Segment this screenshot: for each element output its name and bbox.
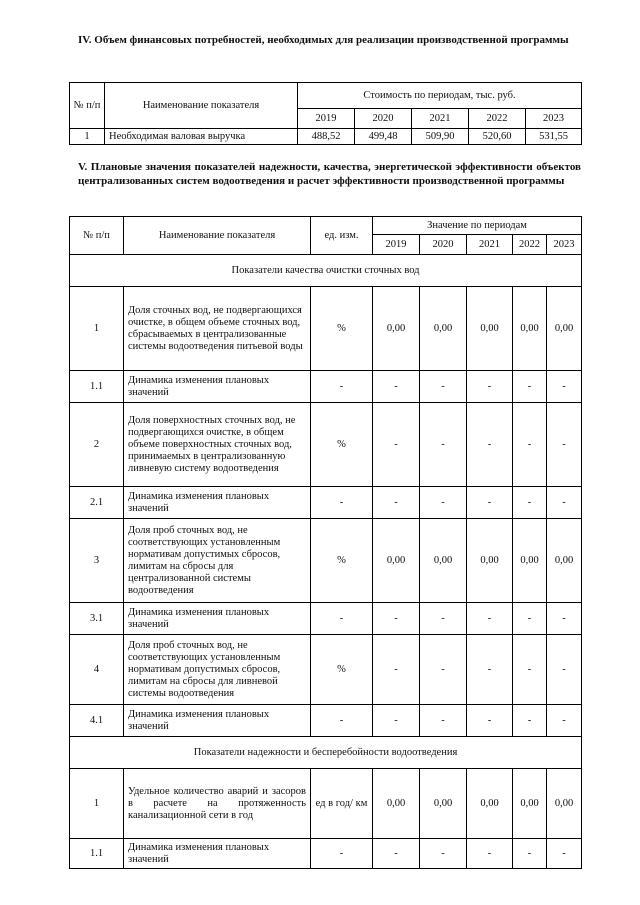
value-cell: 0,00 bbox=[373, 519, 420, 603]
row-number: 2 bbox=[70, 403, 124, 487]
row-number: 1.1 bbox=[70, 839, 124, 869]
value-cell: - bbox=[547, 371, 582, 403]
value-cell: 0,00 bbox=[420, 769, 467, 839]
group-title: Показатели надежности и бесперебойности водоотведения bbox=[70, 737, 582, 769]
table-row bbox=[70, 603, 582, 635]
row-number: 2.1 bbox=[70, 487, 124, 519]
indicators-table bbox=[69, 216, 582, 869]
value-cell: - bbox=[420, 403, 467, 487]
table-row bbox=[70, 129, 582, 145]
value-cell: - bbox=[513, 487, 547, 519]
value-cell: - bbox=[420, 635, 467, 705]
year-header: 2020 bbox=[420, 235, 467, 255]
value-cell: - bbox=[513, 705, 547, 737]
value-cell: 488,52 bbox=[298, 129, 355, 145]
value-cell: - bbox=[373, 603, 420, 635]
row-number: 1 bbox=[70, 769, 124, 839]
section-4-heading: IV. Объем финансовых потребностей, необходимых для реализации производственной программы bbox=[78, 34, 569, 46]
row-name: Доля проб сточных вод, не соответствующих установленным нормативам допустимых сбросов, лимитам на сбросы для ливневой системы водоотведения bbox=[124, 635, 311, 705]
row-unit: - bbox=[311, 705, 373, 737]
row-number: 4 bbox=[70, 635, 124, 705]
col-header-cost: Стоимость по периодам, тыс. руб. bbox=[298, 83, 582, 109]
value-cell: - bbox=[373, 635, 420, 705]
row-unit: % bbox=[311, 519, 373, 603]
row-name: Динамика изменения плановых значений bbox=[124, 371, 311, 403]
table-row bbox=[70, 519, 582, 603]
value-cell: - bbox=[467, 705, 513, 737]
value-cell: 0,00 bbox=[420, 519, 467, 603]
row-number: 1 bbox=[70, 287, 124, 371]
value-cell: 0,00 bbox=[420, 287, 467, 371]
table-row bbox=[70, 371, 582, 403]
value-cell: - bbox=[547, 603, 582, 635]
value-cell: 0,00 bbox=[547, 519, 582, 603]
value-cell: - bbox=[547, 403, 582, 487]
row-unit: ед в год/ км bbox=[311, 769, 373, 839]
table-row bbox=[70, 487, 582, 519]
value-cell: - bbox=[420, 603, 467, 635]
value-cell: 0,00 bbox=[513, 287, 547, 371]
row-name: Доля сточных вод, не подвергающихся очистке, в общем объеме сточных вод, сбрасываемых в централизованные системы водоотведения питьевой воды bbox=[124, 287, 311, 371]
table-row bbox=[70, 635, 582, 705]
financial-needs-table bbox=[69, 82, 582, 145]
value-cell: - bbox=[467, 487, 513, 519]
col-header-periods: Значение по периодам bbox=[373, 217, 582, 235]
table-row bbox=[70, 839, 582, 869]
value-cell: - bbox=[513, 371, 547, 403]
value-cell: - bbox=[420, 839, 467, 869]
year-header: 2020 bbox=[355, 109, 412, 129]
value-cell: - bbox=[467, 839, 513, 869]
row-unit: % bbox=[311, 403, 373, 487]
value-cell: - bbox=[513, 635, 547, 705]
year-header: 2022 bbox=[469, 109, 526, 129]
col-header-name: Наименование показателя bbox=[105, 83, 298, 129]
table-row bbox=[70, 769, 582, 839]
value-cell: - bbox=[467, 371, 513, 403]
row-number: 4.1 bbox=[70, 705, 124, 737]
row-name: Динамика изменения плановых значений bbox=[124, 705, 311, 737]
row-name: Удельное количество аварий и засоров в расчете на протяженность канализационной сети в год bbox=[124, 769, 311, 839]
value-cell: - bbox=[513, 839, 547, 869]
table-row bbox=[70, 705, 582, 737]
row-number: 1 bbox=[70, 129, 105, 145]
value-cell: 0,00 bbox=[467, 769, 513, 839]
value-cell: 509,90 bbox=[412, 129, 469, 145]
row-unit: - bbox=[311, 371, 373, 403]
value-cell: - bbox=[373, 705, 420, 737]
value-cell: 0,00 bbox=[513, 769, 547, 839]
year-header: 2019 bbox=[373, 235, 420, 255]
col-header-unit: ед. изм. bbox=[311, 217, 373, 255]
value-cell: - bbox=[547, 839, 582, 869]
row-name: Динамика изменения плановых значений bbox=[124, 487, 311, 519]
value-cell: - bbox=[513, 403, 547, 487]
value-cell: - bbox=[547, 635, 582, 705]
value-cell: - bbox=[420, 705, 467, 737]
value-cell: 531,55 bbox=[526, 129, 582, 145]
value-cell: - bbox=[513, 603, 547, 635]
value-cell: 0,00 bbox=[547, 287, 582, 371]
table-row bbox=[70, 403, 582, 487]
value-cell: - bbox=[420, 487, 467, 519]
value-cell: - bbox=[373, 487, 420, 519]
row-unit: % bbox=[311, 287, 373, 371]
row-name: Динамика изменения плановых значений bbox=[124, 603, 311, 635]
year-header: 2021 bbox=[412, 109, 469, 129]
row-name: Необходимая валовая выручка bbox=[105, 129, 298, 145]
group-title: Показатели качества очистки сточных вод bbox=[70, 255, 582, 287]
row-unit: - bbox=[311, 487, 373, 519]
year-header: 2019 bbox=[298, 109, 355, 129]
value-cell: 0,00 bbox=[467, 519, 513, 603]
row-unit: % bbox=[311, 635, 373, 705]
value-cell: - bbox=[373, 839, 420, 869]
value-cell: - bbox=[420, 371, 467, 403]
row-name: Доля поверхностных сточных вод, не подвергающихся очистке, в общем объеме поверхностных сточных вод, принимаемых в централизованную ливневую систему водоотведения bbox=[124, 403, 311, 487]
row-number: 3 bbox=[70, 519, 124, 603]
col-header-name: Наименование показателя bbox=[124, 217, 311, 255]
value-cell: 0,00 bbox=[373, 769, 420, 839]
value-cell: 499,48 bbox=[355, 129, 412, 145]
year-header: 2023 bbox=[547, 235, 582, 255]
table-row bbox=[70, 287, 582, 371]
row-number: 1.1 bbox=[70, 371, 124, 403]
value-cell: - bbox=[467, 403, 513, 487]
value-cell: - bbox=[467, 603, 513, 635]
group-header-row bbox=[70, 737, 582, 769]
section-5-heading: V. Плановые значения показателей надежности, качества, энергетической эффективности объектов централизованных систем водоотведения и расчет эффективности производственной программы bbox=[78, 161, 581, 187]
row-name: Динамика изменения плановых значений bbox=[124, 839, 311, 869]
row-number: 3.1 bbox=[70, 603, 124, 635]
value-cell: - bbox=[467, 635, 513, 705]
value-cell: - bbox=[547, 487, 582, 519]
value-cell: 520,60 bbox=[469, 129, 526, 145]
col-header-number: № п/п bbox=[70, 83, 105, 129]
year-header: 2022 bbox=[513, 235, 547, 255]
value-cell: 0,00 bbox=[547, 769, 582, 839]
row-name: Доля проб сточных вод, не соответствующих установленным нормативам допустимых сбросов, лимитам на сбросы для централизованной системы водоотведения bbox=[124, 519, 311, 603]
row-unit: - bbox=[311, 839, 373, 869]
value-cell: 0,00 bbox=[513, 519, 547, 603]
col-header-number: № п/п bbox=[70, 217, 124, 255]
row-unit: - bbox=[311, 603, 373, 635]
value-cell: 0,00 bbox=[467, 287, 513, 371]
group-header-row bbox=[70, 255, 582, 287]
value-cell: - bbox=[373, 403, 420, 487]
value-cell: - bbox=[547, 705, 582, 737]
year-header: 2023 bbox=[526, 109, 582, 129]
year-header: 2021 bbox=[467, 235, 513, 255]
value-cell: 0,00 bbox=[373, 287, 420, 371]
value-cell: - bbox=[373, 371, 420, 403]
